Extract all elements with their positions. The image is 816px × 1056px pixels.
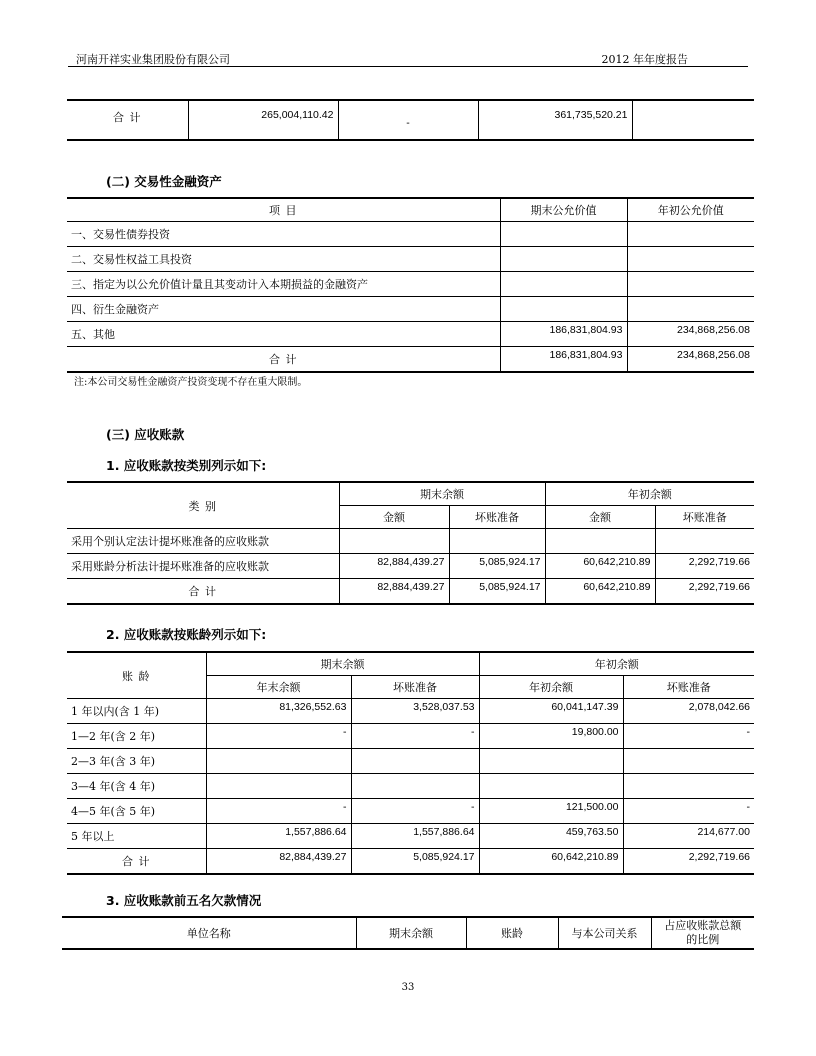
row-cell bbox=[623, 749, 754, 774]
table-3-title: 3. 应收账款前五名欠款情况 bbox=[106, 893, 262, 908]
row-cell bbox=[206, 749, 351, 774]
total-label: 合 计 bbox=[67, 849, 206, 875]
total-label: 合 计 bbox=[67, 100, 188, 140]
row-cell: 3,528,037.53 bbox=[351, 699, 479, 724]
total-cell: 60,642,210.89 bbox=[479, 849, 623, 875]
section-3-title: (三) 应收账款 bbox=[106, 427, 185, 442]
total-cell: 82,884,439.27 bbox=[339, 579, 449, 605]
row-age: 4—5 年(含 5 年) bbox=[67, 799, 206, 824]
table-2-title: 2. 应收账款按账龄列示如下: bbox=[106, 627, 267, 642]
row-age: 1—2 年(含 2 年) bbox=[67, 724, 206, 749]
section-2-title: (二) 交易性金融资产 bbox=[106, 174, 222, 189]
receivables-by-category-table bbox=[67, 481, 754, 605]
col-begin-header: 年初公允价值 bbox=[627, 198, 754, 222]
row-cell: 82,884,439.27 bbox=[339, 554, 449, 579]
row-cell bbox=[623, 774, 754, 799]
row-cell bbox=[351, 774, 479, 799]
col-end-header: 期末余额 bbox=[206, 652, 479, 676]
row-end bbox=[500, 222, 627, 247]
row-end: 186,831,804.93 bbox=[500, 322, 627, 347]
row-cell: 5,085,924.17 bbox=[449, 554, 545, 579]
table-row bbox=[67, 554, 754, 579]
row-cell: 60,041,147.39 bbox=[479, 699, 623, 724]
row-item: 四、衍生金融资产 bbox=[67, 297, 500, 322]
row-cell: 2,292,719.66 bbox=[655, 554, 754, 579]
row-cell: - bbox=[206, 724, 351, 749]
row-age: 1 年以内(含 1 年) bbox=[67, 699, 206, 724]
total-cell: 82,884,439.27 bbox=[206, 849, 351, 875]
row-begin: 234,868,256.08 bbox=[627, 322, 754, 347]
total-label: 合 计 bbox=[67, 579, 339, 605]
total-label: 合 计 bbox=[67, 347, 500, 373]
row-cell: 121,500.00 bbox=[479, 799, 623, 824]
row-cell: 459,763.50 bbox=[479, 824, 623, 849]
col-end-header: 期末公允价值 bbox=[500, 198, 627, 222]
row-cell: 214,677.00 bbox=[623, 824, 754, 849]
col-ratio-header-line1: 占应收账款总额 bbox=[664, 919, 742, 932]
row-cell: 1,557,886.64 bbox=[351, 824, 479, 849]
col-amount-header: 金额 bbox=[545, 506, 655, 529]
row-age: 2—3 年(含 3 年) bbox=[67, 749, 206, 774]
total-row bbox=[67, 579, 754, 605]
table-row bbox=[67, 322, 754, 347]
total-cell: 2,292,719.66 bbox=[623, 849, 754, 875]
row-cell bbox=[479, 774, 623, 799]
row-cell bbox=[479, 749, 623, 774]
col-ratio-header-line2: 的比例 bbox=[686, 933, 720, 946]
table-row bbox=[67, 774, 754, 799]
row-cell bbox=[206, 774, 351, 799]
row-cell bbox=[449, 529, 545, 554]
row-end bbox=[500, 247, 627, 272]
row-begin bbox=[627, 247, 754, 272]
table-row bbox=[67, 297, 754, 322]
row-cell: 1,557,886.64 bbox=[206, 824, 351, 849]
row-cell: 2,078,042.66 bbox=[623, 699, 754, 724]
row-cell: - bbox=[623, 724, 754, 749]
table-row bbox=[67, 824, 754, 849]
col-begin-balance-header: 年初余额 bbox=[479, 676, 623, 699]
note-text: 注:本公司交易性金融资产投资变现不存在重大限制。 bbox=[74, 377, 308, 388]
top-total-table bbox=[67, 99, 754, 141]
col-ratio-header bbox=[651, 917, 754, 949]
row-cell bbox=[655, 529, 754, 554]
col-begin-header: 年初余额 bbox=[479, 652, 754, 676]
total-cell: 5,085,924.17 bbox=[351, 849, 479, 875]
col-bad-debt-header: 坏账准备 bbox=[623, 676, 754, 699]
table-row bbox=[67, 222, 754, 247]
col-end-balance-header: 期末余额 bbox=[356, 917, 466, 949]
col-unit-name-header: 单位名称 bbox=[62, 917, 356, 949]
row-age: 5 年以上 bbox=[67, 824, 206, 849]
col-age-header: 账 龄 bbox=[67, 652, 206, 699]
row-cell: - bbox=[351, 724, 479, 749]
row-item: 五、其他 bbox=[67, 322, 500, 347]
row-cell: 81,326,552.63 bbox=[206, 699, 351, 724]
top-five-debtors-table bbox=[62, 916, 754, 950]
total-cell: 5,085,924.17 bbox=[449, 579, 545, 605]
row-end bbox=[500, 297, 627, 322]
total-cell: 2,292,719.66 bbox=[655, 579, 754, 605]
row-end bbox=[500, 272, 627, 297]
row-category: 采用账龄分析法计提坏账准备的应收账款 bbox=[67, 554, 339, 579]
col-amount-header: 金额 bbox=[339, 506, 449, 529]
page-number: 33 bbox=[401, 982, 415, 993]
total-value-1: 265,004,110.42 bbox=[188, 100, 338, 140]
row-cell: - bbox=[351, 799, 479, 824]
row-begin bbox=[627, 272, 754, 297]
row-cell: - bbox=[623, 799, 754, 824]
col-item-header: 项 目 bbox=[67, 198, 500, 222]
table-row bbox=[67, 749, 754, 774]
row-item: 三、指定为以公允价值计量且其变动计入本期损益的金融资产 bbox=[67, 272, 500, 297]
total-row bbox=[67, 849, 754, 875]
col-bad-debt-header: 坏账准备 bbox=[449, 506, 545, 529]
report-title: 2012 年年度报告 bbox=[601, 53, 688, 66]
row-begin bbox=[627, 297, 754, 322]
company-name: 河南开祥实业集团股份有限公司 bbox=[76, 53, 230, 66]
col-age-header: 账龄 bbox=[466, 917, 558, 949]
receivables-by-age-table bbox=[67, 651, 754, 875]
total-begin: 234,868,256.08 bbox=[627, 347, 754, 373]
row-cell: 60,642,210.89 bbox=[545, 554, 655, 579]
total-value-3: 361,735,520.21 bbox=[478, 100, 632, 140]
table-row bbox=[67, 799, 754, 824]
col-category-header: 类 别 bbox=[67, 482, 339, 529]
trading-assets-table bbox=[67, 197, 754, 373]
table-row bbox=[67, 272, 754, 297]
table-row bbox=[67, 724, 754, 749]
col-bad-debt-header: 坏账准备 bbox=[655, 506, 754, 529]
table-row bbox=[67, 529, 754, 554]
row-cell bbox=[351, 749, 479, 774]
col-begin-header: 年初余额 bbox=[545, 482, 754, 506]
total-value-2: - bbox=[338, 100, 478, 140]
table-1-title: 1. 应收账款按类别列示如下: bbox=[106, 458, 267, 473]
row-cell bbox=[545, 529, 655, 554]
row-cell bbox=[339, 529, 449, 554]
row-item: 二、交易性权益工具投资 bbox=[67, 247, 500, 272]
row-cell: 19,800.00 bbox=[479, 724, 623, 749]
row-category: 采用个别认定法计提坏账准备的应收账款 bbox=[67, 529, 339, 554]
row-age: 3—4 年(含 4 年) bbox=[67, 774, 206, 799]
page-header bbox=[68, 50, 748, 67]
col-end-balance-header: 年末余额 bbox=[206, 676, 351, 699]
total-value-4 bbox=[632, 100, 754, 140]
total-cell: 60,642,210.89 bbox=[545, 579, 655, 605]
row-begin bbox=[627, 222, 754, 247]
col-relation-header: 与本公司关系 bbox=[558, 917, 651, 949]
total-end: 186,831,804.93 bbox=[500, 347, 627, 373]
row-cell: - bbox=[206, 799, 351, 824]
col-bad-debt-header: 坏账准备 bbox=[351, 676, 479, 699]
row-item: 一、交易性债券投资 bbox=[67, 222, 500, 247]
col-end-header: 期末余额 bbox=[339, 482, 545, 506]
total-row bbox=[67, 347, 754, 373]
table-row bbox=[67, 699, 754, 724]
table-row bbox=[67, 247, 754, 272]
